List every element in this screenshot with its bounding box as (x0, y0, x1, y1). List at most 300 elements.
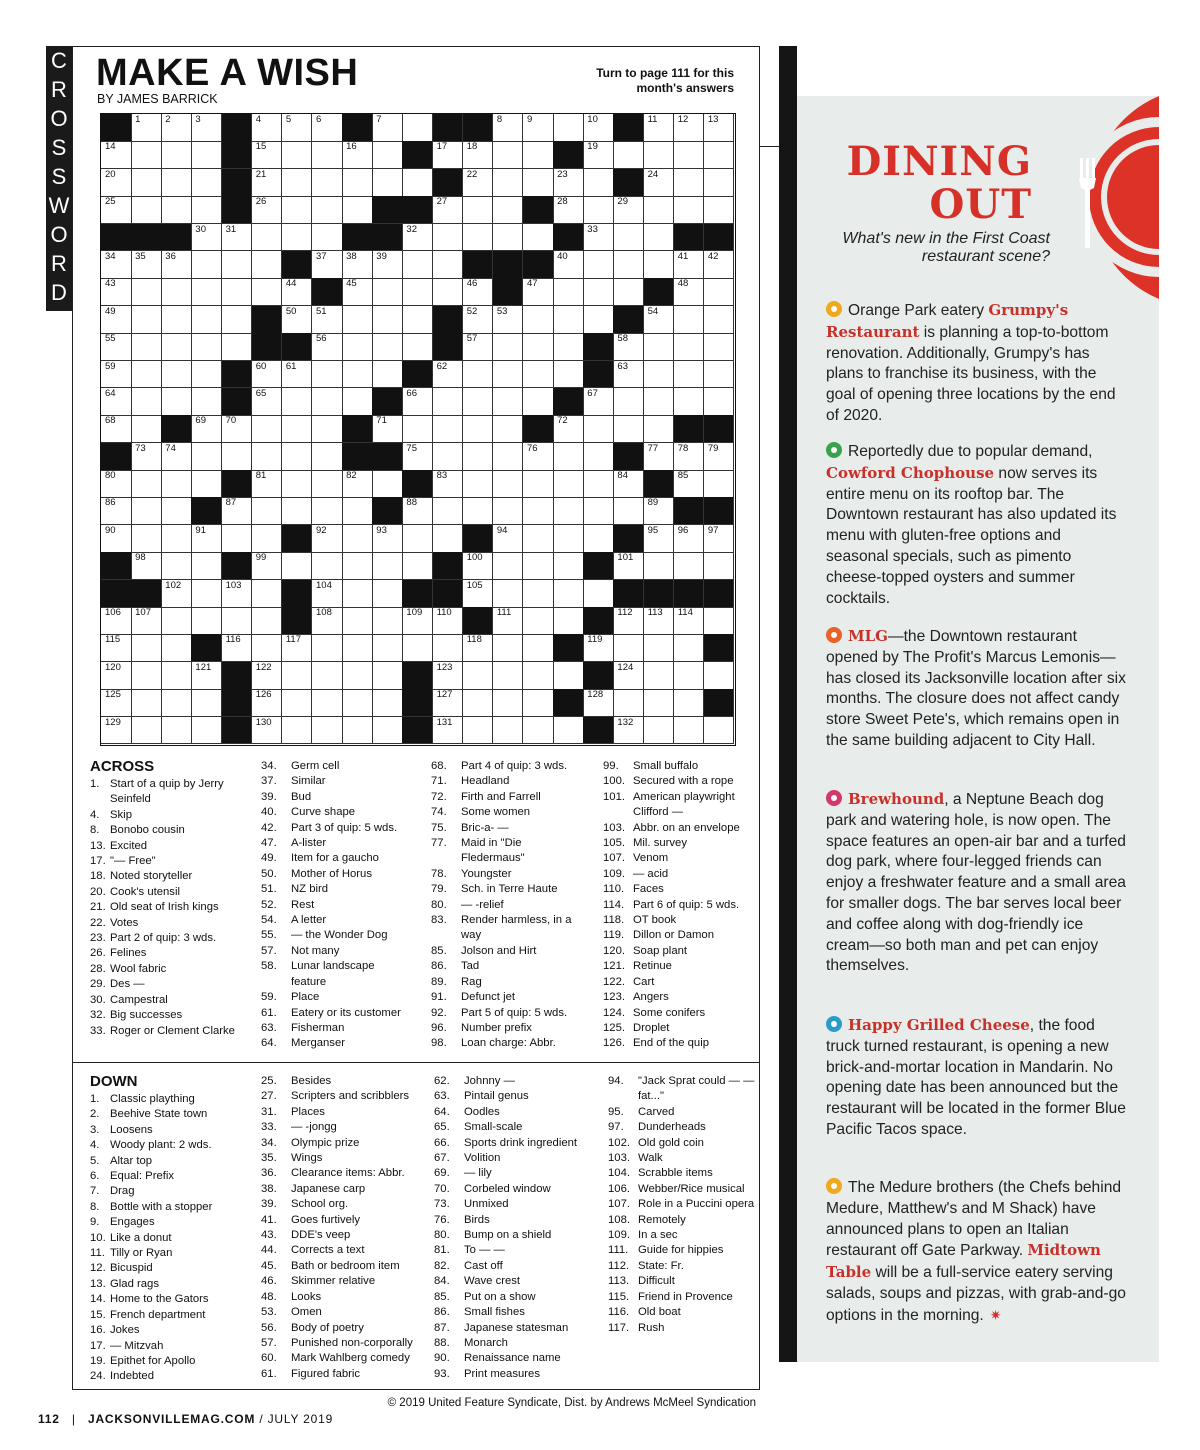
grid-cell[interactable] (433, 443, 464, 471)
grid-cell[interactable] (523, 634, 554, 662)
grid-cell[interactable] (342, 634, 373, 662)
grid-cell[interactable] (282, 497, 313, 525)
grid-cell[interactable] (101, 361, 132, 389)
grid-cell[interactable] (463, 224, 494, 252)
grid-cell[interactable] (644, 607, 675, 635)
grid-cell[interactable] (222, 443, 253, 471)
grid-cell[interactable] (463, 634, 494, 662)
grid-cell[interactable] (252, 196, 283, 224)
grid-cell[interactable] (583, 278, 614, 306)
grid-cell[interactable] (583, 224, 614, 252)
grid-cell[interactable] (312, 497, 343, 525)
grid-cell[interactable] (312, 333, 343, 361)
grid-cell[interactable] (131, 443, 162, 471)
grid-cell[interactable] (493, 114, 524, 142)
grid-cell[interactable] (252, 361, 283, 389)
grid-cell[interactable] (252, 388, 283, 416)
grid-cell[interactable] (644, 443, 675, 471)
grid-cell[interactable] (342, 552, 373, 580)
grid-cell[interactable] (282, 141, 313, 169)
grid-cell[interactable] (523, 333, 554, 361)
grid-cell[interactable] (553, 552, 584, 580)
grid-cell[interactable] (644, 141, 675, 169)
grid-cell[interactable] (523, 580, 554, 608)
grid-cell[interactable] (644, 169, 675, 197)
grid-cell[interactable] (161, 689, 192, 717)
grid-cell[interactable] (674, 662, 705, 690)
grid-cell[interactable] (101, 497, 132, 525)
grid-cell[interactable] (644, 634, 675, 662)
grid-cell[interactable] (583, 141, 614, 169)
grid-cell[interactable] (402, 169, 433, 197)
grid-cell[interactable] (372, 306, 403, 334)
grid-cell[interactable] (101, 141, 132, 169)
grid-cell[interactable] (342, 607, 373, 635)
grid-cell[interactable] (252, 169, 283, 197)
grid-cell[interactable] (674, 525, 705, 553)
grid-cell[interactable] (583, 306, 614, 334)
grid-cell[interactable] (312, 361, 343, 389)
grid-cell[interactable] (523, 662, 554, 690)
grid-cell[interactable] (402, 388, 433, 416)
grid-cell[interactable] (493, 662, 524, 690)
grid-cell[interactable] (704, 169, 735, 197)
grid-cell[interactable] (222, 525, 253, 553)
grid-cell[interactable] (583, 196, 614, 224)
grid-cell[interactable] (463, 717, 494, 745)
grid-cell[interactable] (131, 278, 162, 306)
grid-cell[interactable] (553, 443, 584, 471)
grid-cell[interactable] (312, 443, 343, 471)
grid-cell[interactable] (704, 361, 735, 389)
grid-cell[interactable] (402, 415, 433, 443)
grid-cell[interactable] (583, 689, 614, 717)
grid-cell[interactable] (523, 552, 554, 580)
grid-cell[interactable] (101, 306, 132, 334)
grid-cell[interactable] (523, 607, 554, 635)
grid-cell[interactable] (704, 607, 735, 635)
grid-cell[interactable] (433, 525, 464, 553)
grid-cell[interactable] (553, 717, 584, 745)
grid-cell[interactable] (704, 278, 735, 306)
grid-cell[interactable] (191, 662, 222, 690)
grid-cell[interactable] (282, 634, 313, 662)
grid-cell[interactable] (372, 525, 403, 553)
grid-cell[interactable] (402, 497, 433, 525)
grid-cell[interactable] (523, 114, 554, 142)
grid-cell[interactable] (101, 662, 132, 690)
grid-cell[interactable] (402, 552, 433, 580)
grid-cell[interactable] (553, 306, 584, 334)
grid-cell[interactable] (704, 196, 735, 224)
grid-cell[interactable] (372, 470, 403, 498)
grid-cell[interactable] (161, 251, 192, 279)
grid-cell[interactable] (131, 251, 162, 279)
grid-cell[interactable] (161, 552, 192, 580)
grid-cell[interactable] (161, 141, 192, 169)
grid-cell[interactable] (583, 388, 614, 416)
grid-cell[interactable] (402, 443, 433, 471)
grid-cell[interactable] (312, 141, 343, 169)
grid-cell[interactable] (644, 306, 675, 334)
grid-cell[interactable] (252, 497, 283, 525)
grid-cell[interactable] (463, 361, 494, 389)
grid-cell[interactable] (161, 443, 192, 471)
grid-cell[interactable] (523, 169, 554, 197)
grid-cell[interactable] (613, 224, 644, 252)
grid-cell[interactable] (191, 196, 222, 224)
grid-cell[interactable] (342, 141, 373, 169)
grid-cell[interactable] (282, 306, 313, 334)
grid-cell[interactable] (131, 196, 162, 224)
grid-cell[interactable] (372, 333, 403, 361)
grid-cell[interactable] (583, 443, 614, 471)
grid-cell[interactable] (222, 580, 253, 608)
grid-cell[interactable] (342, 717, 373, 745)
grid-cell[interactable] (161, 196, 192, 224)
grid-cell[interactable] (131, 634, 162, 662)
grid-cell[interactable] (523, 141, 554, 169)
grid-cell[interactable] (433, 607, 464, 635)
grid-cell[interactable] (372, 717, 403, 745)
grid-cell[interactable] (312, 169, 343, 197)
grid-cell[interactable] (553, 497, 584, 525)
grid-cell[interactable] (583, 580, 614, 608)
grid-cell[interactable] (583, 634, 614, 662)
grid-cell[interactable] (101, 470, 132, 498)
grid-cell[interactable] (372, 415, 403, 443)
grid-cell[interactable] (372, 169, 403, 197)
grid-cell[interactable] (222, 224, 253, 252)
grid-cell[interactable] (161, 114, 192, 142)
grid-cell[interactable] (312, 224, 343, 252)
grid-cell[interactable] (312, 470, 343, 498)
grid-cell[interactable] (191, 169, 222, 197)
grid-cell[interactable] (252, 717, 283, 745)
grid-cell[interactable] (191, 251, 222, 279)
grid-cell[interactable] (402, 114, 433, 142)
grid-cell[interactable] (131, 470, 162, 498)
grid-cell[interactable] (644, 333, 675, 361)
grid-cell[interactable] (131, 333, 162, 361)
grid-cell[interactable] (161, 662, 192, 690)
grid-cell[interactable] (704, 141, 735, 169)
grid-cell[interactable] (704, 717, 735, 745)
grid-cell[interactable] (372, 278, 403, 306)
grid-cell[interactable] (674, 306, 705, 334)
grid-cell[interactable] (312, 196, 343, 224)
grid-cell[interactable] (101, 717, 132, 745)
grid-cell[interactable] (282, 278, 313, 306)
grid-cell[interactable] (372, 662, 403, 690)
grid-cell[interactable] (644, 689, 675, 717)
grid-cell[interactable] (613, 634, 644, 662)
grid-cell[interactable] (493, 415, 524, 443)
grid-cell[interactable] (101, 196, 132, 224)
grid-cell[interactable] (101, 415, 132, 443)
grid-cell[interactable] (372, 141, 403, 169)
grid-cell[interactable] (342, 306, 373, 334)
grid-cell[interactable] (613, 141, 644, 169)
grid-cell[interactable] (312, 306, 343, 334)
grid-cell[interactable] (131, 141, 162, 169)
grid-cell[interactable] (704, 525, 735, 553)
grid-cell[interactable] (674, 388, 705, 416)
grid-cell[interactable] (101, 251, 132, 279)
grid-cell[interactable] (674, 196, 705, 224)
grid-cell[interactable] (402, 634, 433, 662)
grid-cell[interactable] (644, 662, 675, 690)
grid-cell[interactable] (433, 361, 464, 389)
grid-cell[interactable] (161, 634, 192, 662)
grid-cell[interactable] (131, 169, 162, 197)
grid-cell[interactable] (704, 552, 735, 580)
grid-cell[interactable] (553, 251, 584, 279)
grid-cell[interactable] (463, 497, 494, 525)
grid-cell[interactable] (191, 580, 222, 608)
grid-cell[interactable] (131, 361, 162, 389)
grid-cell[interactable] (463, 333, 494, 361)
grid-cell[interactable] (704, 306, 735, 334)
grid-cell[interactable] (613, 361, 644, 389)
grid-cell[interactable] (312, 415, 343, 443)
grid-cell[interactable] (523, 470, 554, 498)
grid-cell[interactable] (402, 525, 433, 553)
grid-cell[interactable] (402, 607, 433, 635)
grid-cell[interactable] (312, 717, 343, 745)
grid-cell[interactable] (613, 662, 644, 690)
grid-cell[interactable] (161, 361, 192, 389)
grid-cell[interactable] (161, 580, 192, 608)
grid-cell[interactable] (433, 224, 464, 252)
grid-cell[interactable] (312, 525, 343, 553)
grid-cell[interactable] (613, 196, 644, 224)
grid-cell[interactable] (704, 251, 735, 279)
grid-cell[interactable] (312, 388, 343, 416)
grid-cell[interactable] (312, 634, 343, 662)
grid-cell[interactable] (191, 525, 222, 553)
grid-cell[interactable] (644, 251, 675, 279)
grid-cell[interactable] (101, 634, 132, 662)
grid-cell[interactable] (674, 470, 705, 498)
grid-cell[interactable] (463, 306, 494, 334)
grid-cell[interactable] (282, 415, 313, 443)
grid-cell[interactable] (252, 607, 283, 635)
grid-cell[interactable] (342, 497, 373, 525)
grid-cell[interactable] (101, 278, 132, 306)
grid-cell[interactable] (222, 634, 253, 662)
grid-cell[interactable] (463, 141, 494, 169)
grid-cell[interactable] (644, 525, 675, 553)
grid-cell[interactable] (312, 251, 343, 279)
grid-cell[interactable] (433, 388, 464, 416)
grid-cell[interactable] (553, 361, 584, 389)
grid-cell[interactable] (493, 443, 524, 471)
grid-cell[interactable] (342, 278, 373, 306)
grid-cell[interactable] (252, 470, 283, 498)
grid-cell[interactable] (312, 552, 343, 580)
grid-cell[interactable] (463, 443, 494, 471)
grid-cell[interactable] (131, 662, 162, 690)
grid-cell[interactable] (282, 388, 313, 416)
grid-cell[interactable] (463, 689, 494, 717)
grid-cell[interactable] (523, 306, 554, 334)
grid-cell[interactable] (191, 415, 222, 443)
grid-cell[interactable] (342, 662, 373, 690)
grid-cell[interactable] (282, 443, 313, 471)
grid-cell[interactable] (161, 333, 192, 361)
grid-cell[interactable] (674, 443, 705, 471)
grid-cell[interactable] (493, 196, 524, 224)
grid-cell[interactable] (674, 141, 705, 169)
grid-cell[interactable] (342, 470, 373, 498)
grid-cell[interactable] (553, 333, 584, 361)
grid-cell[interactable] (161, 169, 192, 197)
grid-cell[interactable] (372, 361, 403, 389)
grid-cell[interactable] (553, 525, 584, 553)
grid-cell[interactable] (252, 552, 283, 580)
grid-cell[interactable] (433, 196, 464, 224)
grid-cell[interactable] (613, 333, 644, 361)
grid-cell[interactable] (191, 689, 222, 717)
grid-cell[interactable] (704, 662, 735, 690)
grid-cell[interactable] (493, 169, 524, 197)
grid-cell[interactable] (101, 333, 132, 361)
grid-cell[interactable] (191, 141, 222, 169)
grid-cell[interactable] (252, 525, 283, 553)
grid-cell[interactable] (222, 607, 253, 635)
grid-cell[interactable] (372, 689, 403, 717)
grid-cell[interactable] (101, 607, 132, 635)
grid-cell[interactable] (644, 114, 675, 142)
grid-cell[interactable] (131, 388, 162, 416)
grid-cell[interactable] (101, 689, 132, 717)
grid-cell[interactable] (131, 717, 162, 745)
grid-cell[interactable] (402, 278, 433, 306)
grid-cell[interactable] (674, 278, 705, 306)
grid-cell[interactable] (191, 443, 222, 471)
grid-cell[interactable] (674, 114, 705, 142)
grid-cell[interactable] (613, 607, 644, 635)
grid-cell[interactable] (463, 580, 494, 608)
grid-cell[interactable] (222, 333, 253, 361)
grid-cell[interactable] (493, 552, 524, 580)
grid-cell[interactable] (101, 388, 132, 416)
grid-cell[interactable] (433, 689, 464, 717)
grid-cell[interactable] (131, 552, 162, 580)
grid-cell[interactable] (161, 525, 192, 553)
grid-cell[interactable] (342, 251, 373, 279)
grid-cell[interactable] (191, 306, 222, 334)
grid-cell[interactable] (252, 114, 283, 142)
grid-cell[interactable] (222, 278, 253, 306)
grid-cell[interactable] (372, 607, 403, 635)
grid-cell[interactable] (433, 497, 464, 525)
grid-cell[interactable] (583, 114, 614, 142)
grid-cell[interactable] (553, 415, 584, 443)
grid-cell[interactable] (493, 497, 524, 525)
grid-cell[interactable] (252, 224, 283, 252)
grid-cell[interactable] (131, 497, 162, 525)
grid-cell[interactable] (282, 552, 313, 580)
grid-cell[interactable] (161, 306, 192, 334)
grid-cell[interactable] (433, 278, 464, 306)
grid-cell[interactable] (402, 333, 433, 361)
grid-cell[interactable] (704, 333, 735, 361)
grid-cell[interactable] (523, 689, 554, 717)
grid-cell[interactable] (282, 717, 313, 745)
grid-cell[interactable] (252, 443, 283, 471)
grid-cell[interactable] (674, 251, 705, 279)
grid-cell[interactable] (252, 662, 283, 690)
grid-cell[interactable] (342, 689, 373, 717)
grid-cell[interactable] (463, 470, 494, 498)
grid-cell[interactable] (282, 196, 313, 224)
grid-cell[interactable] (493, 717, 524, 745)
grid-cell[interactable] (342, 169, 373, 197)
grid-cell[interactable] (463, 415, 494, 443)
grid-cell[interactable] (644, 196, 675, 224)
grid-cell[interactable] (372, 251, 403, 279)
grid-cell[interactable] (493, 607, 524, 635)
grid-cell[interactable] (523, 278, 554, 306)
grid-cell[interactable] (161, 717, 192, 745)
grid-cell[interactable] (342, 525, 373, 553)
grid-cell[interactable] (583, 251, 614, 279)
grid-cell[interactable] (372, 114, 403, 142)
grid-cell[interactable] (342, 388, 373, 416)
grid-cell[interactable] (222, 306, 253, 334)
grid-cell[interactable] (493, 333, 524, 361)
grid-cell[interactable] (252, 278, 283, 306)
grid-cell[interactable] (644, 415, 675, 443)
grid-cell[interactable] (191, 717, 222, 745)
grid-cell[interactable] (282, 169, 313, 197)
grid-cell[interactable] (704, 443, 735, 471)
grid-cell[interactable] (583, 497, 614, 525)
grid-cell[interactable] (402, 306, 433, 334)
grid-cell[interactable] (583, 525, 614, 553)
grid-cell[interactable] (222, 497, 253, 525)
grid-cell[interactable] (613, 415, 644, 443)
grid-cell[interactable] (493, 580, 524, 608)
grid-cell[interactable] (493, 388, 524, 416)
grid-cell[interactable] (463, 196, 494, 224)
grid-cell[interactable] (583, 470, 614, 498)
grid-cell[interactable] (704, 388, 735, 416)
grid-cell[interactable] (644, 552, 675, 580)
grid-cell[interactable] (191, 278, 222, 306)
grid-cell[interactable] (433, 470, 464, 498)
grid-cell[interactable] (191, 388, 222, 416)
grid-cell[interactable] (613, 717, 644, 745)
grid-cell[interactable] (523, 497, 554, 525)
grid-cell[interactable] (553, 114, 584, 142)
grid-cell[interactable] (402, 251, 433, 279)
grid-cell[interactable] (493, 634, 524, 662)
grid-cell[interactable] (161, 497, 192, 525)
grid-cell[interactable] (252, 251, 283, 279)
grid-cell[interactable] (342, 196, 373, 224)
grid-cell[interactable] (613, 251, 644, 279)
grid-cell[interactable] (613, 388, 644, 416)
grid-cell[interactable] (161, 470, 192, 498)
grid-cell[interactable] (131, 415, 162, 443)
grid-cell[interactable] (613, 689, 644, 717)
grid-cell[interactable] (161, 607, 192, 635)
grid-cell[interactable] (674, 169, 705, 197)
grid-cell[interactable] (553, 607, 584, 635)
